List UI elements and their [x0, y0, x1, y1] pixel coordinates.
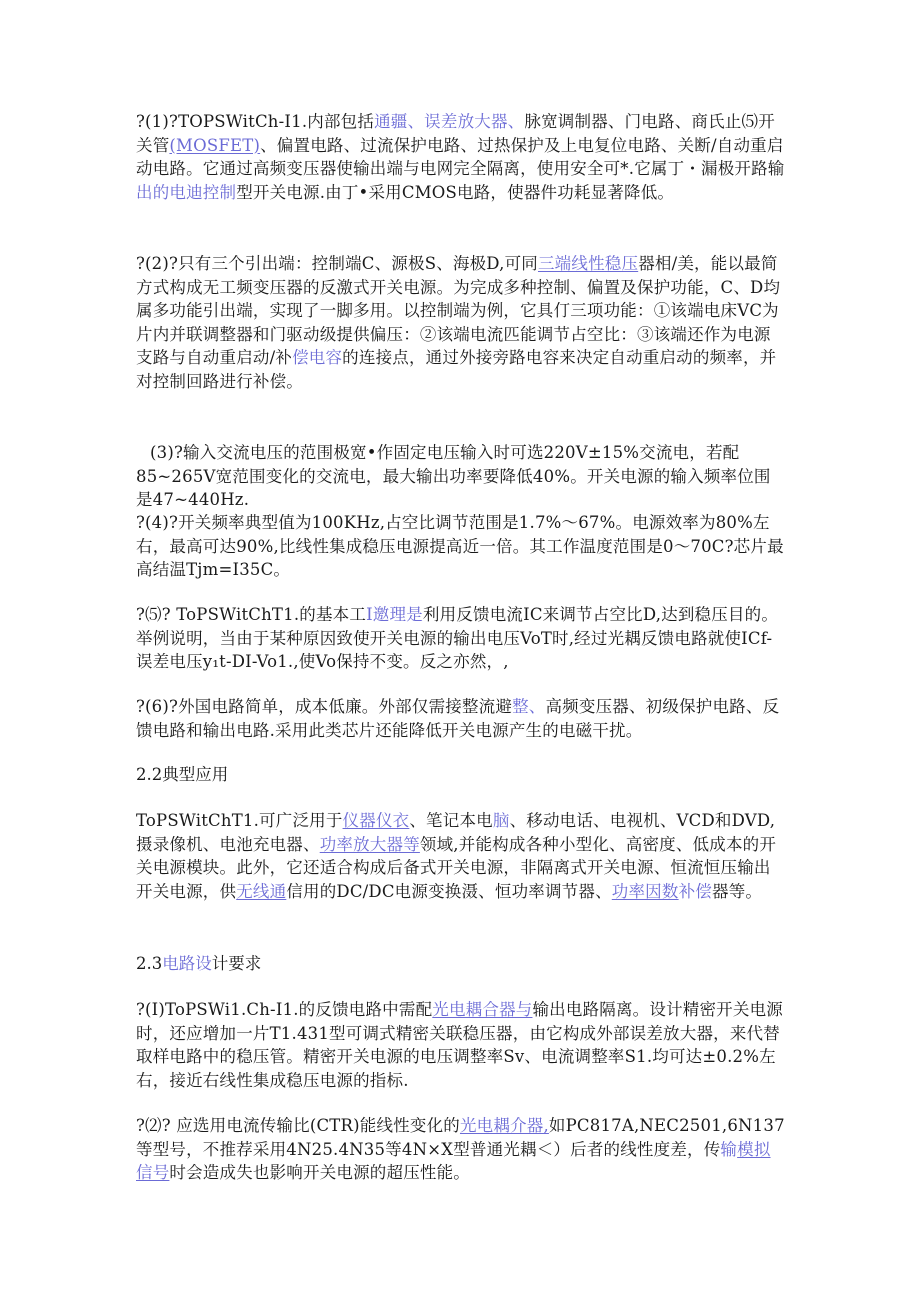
- text: ?(1)?TOPSWitCh-I1.内部包括: [136, 112, 375, 131]
- link-analog-signal[interactable]: 模拟信号: [136, 1139, 771, 1182]
- text: 利用反馈电流IC来调节占空比D,达到稳压目的。举例说明，当由于某种原因致使开关电源的输出电压VoT时,经过光耦反馈电路就使ICf-误差电压y₁t-DI-Vo1.,使Vo保持不变。反之亦然，,: [136, 605, 779, 671]
- link-computer[interactable]: 脑: [492, 811, 510, 830]
- link-power-factor[interactable]: 功率因数: [611, 881, 679, 901]
- link-three-terminal-regulator[interactable]: 三端线性稳压: [537, 254, 639, 273]
- link-instruments[interactable]: 仪器仪衣: [342, 811, 410, 830]
- paragraph-1: [136, 110, 786, 204]
- text: 器相/美，能以最简方式构成无工频变压器的反激式开关电源。为完成多种控制、偏置及保护功能，C、D均属多功能引出端，实现了一脚多用。以控制端为例，它具仃三项功能：①该端电床VC为片内并联调整器和门驱动级提供偏压：②该端电流匹能调节占空比：③该端还作为电源支路与自动重启动/补: [136, 254, 781, 367]
- text: 、移动电话、电视机、VCD和DVD,摄录像机、电池充电器、: [136, 811, 776, 854]
- text: ?⑵? 应选用电流传输比(CTR)能线性变化的: [136, 1116, 460, 1135]
- text: ?(I)ToPSWi1.Ch-I1.的反馈电路中需配: [136, 1000, 433, 1019]
- text: 如PC817A,NEC2501,6N137等型号，不推荐采用4N25.4N35等4N×X型普通光耦＜）后者的线性度差，传: [136, 1116, 785, 1159]
- text: ?(6)?外国电路简单，成本低廉。外部仅需接整流避: [136, 697, 513, 716]
- text: 计要求: [211, 954, 262, 973]
- text: ?(4)?开关频率典型值为100KHz,占空比调节范围是1.7%～67%。电源效率为80%左右，最高可达90%,比线性集成稳压电源提高近一倍。其工作温度范围是0～70C?芯片最高结温Tjm=I35C。: [136, 513, 784, 579]
- text: 时会造成失也影响开关电源的超压性能。: [169, 1163, 471, 1182]
- text: (3)?输入交流电压的范围极宽•作固定电压输入时可选220V±15%交流电，若配85~265V宽范围变化的交流电，最大输出功率要降低40%。开关电源的输入频率位围是47~440Hz.: [136, 443, 771, 509]
- section-heading-2-2: 2.2典型应用: [136, 765, 229, 784]
- link-compensation-capacitor[interactable]: 偿电容: [292, 348, 343, 367]
- section-heading-2-3: [136, 952, 261, 976]
- text: 高频变压器、初级保护电路、反馈电路和输出电路.采用此类芯片还能降低开关电源产生的电磁干扰。: [136, 697, 780, 740]
- text: 脉宽调制器、门电路、商氏止⑸开关管: [136, 112, 775, 155]
- text: ?(2)?只有三个引出端：控制端C、源极S、海极D,可同: [136, 254, 538, 273]
- link-optocoupler-2[interactable]: 光电耦介器,: [459, 1116, 549, 1135]
- link-wireless-communication[interactable]: 无线通: [236, 881, 287, 901]
- paragraph-9: [136, 1114, 786, 1185]
- text: 2.3: [136, 954, 163, 973]
- link-optocoupler[interactable]: 光电耦合器与: [432, 1000, 533, 1019]
- paragraph-8: [136, 998, 786, 1092]
- paragraph-5: [136, 603, 786, 674]
- text: 器等。: [712, 881, 763, 901]
- link-error-amplifier[interactable]: 通疆、误差放大器、: [374, 112, 525, 131]
- text: 领域,并能构成各种小型化、高密度、低成本的开关电源模块。此外，它还适合构成后备式开关电源，非隔离式开关电源、恒流恒压输出开关电源，供: [136, 834, 777, 901]
- link-voltage-control[interactable]: 出的电迪控制: [136, 182, 237, 202]
- link-compensation[interactable]: 补偿: [678, 881, 712, 901]
- link-circuit-design[interactable]: 电路设: [162, 954, 212, 973]
- link-principle[interactable]: I邀理是: [366, 605, 423, 624]
- link-power-amplifier[interactable]: 功率放大器等: [319, 834, 420, 854]
- link-transmit[interactable]: 输: [720, 1139, 738, 1159]
- text: ToPSWitChT1.可广泛用于: [136, 811, 343, 830]
- text: 、笔记本电: [409, 811, 493, 830]
- link-rectifier[interactable]: 整、: [512, 697, 546, 716]
- text: 、偏置电路、过流保护电路、过热保护及上电复位电路、关断/自动重启动电路。它通过高频变压器使输出端与电网完全隔离，使用安全可*.它属丁・漏极开路输: [136, 135, 785, 178]
- paragraph-2: [136, 252, 786, 393]
- paragraph-4: [136, 511, 786, 582]
- text: 信用的DC/DC电源变换滠、恒功率调节器、: [286, 881, 612, 901]
- paragraph-6: [136, 695, 786, 742]
- text: ?⑸? ToPSWitChT1.的基本工: [136, 605, 367, 624]
- text: 的连接点，通过外接旁路电容来决定自动重启动的频率，并对控制回路进行补偿。: [136, 348, 777, 391]
- link-mosfet[interactable]: (MOSFET): [169, 135, 261, 155]
- paragraph-3: [136, 441, 786, 512]
- paragraph-7: [136, 809, 786, 903]
- text: 型开关电源.由丁•采用CMOS电路，使器件功耗显著降低。: [236, 182, 675, 202]
- text: 输出电路隔离。设计精密开关电源时，还应增加一片T1.431型可调式精密关联稳压器，由它构成外部误差放大器，来代替取样电路中的稳压管。精密开关电源的电压调整率Sv、电流调整率S1.均可达±0.2%左右，接近右线性集成稳压电源的指标.: [136, 1000, 783, 1090]
